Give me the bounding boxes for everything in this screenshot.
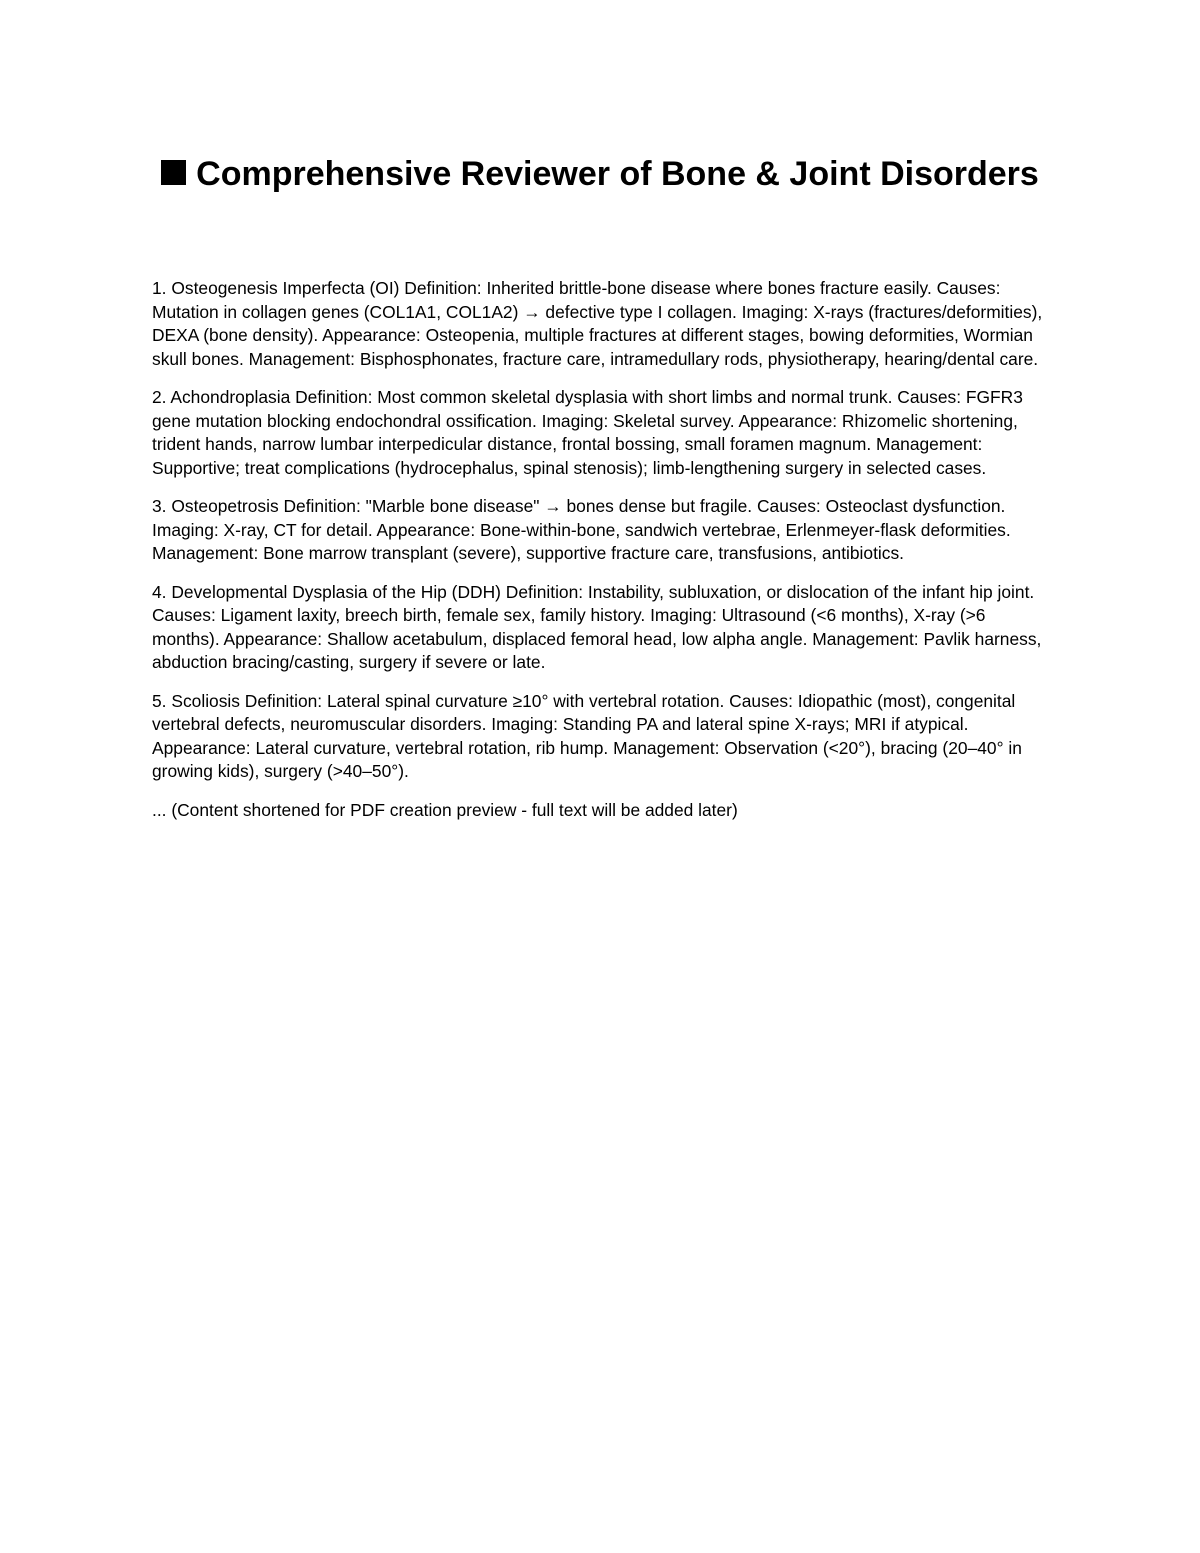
- section-number: 2.: [152, 387, 167, 407]
- section-paragraph: [152, 277, 1052, 371]
- section-text: Achondroplasia Definition: Most common skeletal dysplasia with short limbs and normal trunk. Causes: FGFR3 gene mutation blocking endochondral ossification. Imaging: Skeletal survey. Appearance: Rhizomelic shortening, trident hands, narrow lumbar interpedicular distance, frontal bossing, small foramen magnum. Management: Supportive; treat complications (hydrocephalus, spinal stenosis); limb-lengthening surgery in selected cases.: [152, 387, 1023, 478]
- section-text: Osteopetrosis Definition: "Marble bone disease" → bones dense but fragile. Causes: Osteoclast dysfunction. Imaging: X-ray, CT for detail. Appearance: Bone-within-bone, sandwich vertebrae, Erlenmeyer-flask deformities. Management: Bone marrow transplant (severe), supportive fracture care, transfusions, antibiotics.: [152, 496, 1011, 563]
- document-title: [150, 152, 1050, 197]
- section-paragraph: [152, 581, 1052, 675]
- section-text: Scoliosis Definition: Lateral spinal curvature ≥10° with vertebral rotation. Causes: Idiopathic (most), congenital vertebral defects, neuromuscular disorders. Imaging: Standing PA and lateral spine X-rays; MRI if atypical. Appearance: Lateral curvature, vertebral rotation, rib hump. Management: Observation (<20°), bracing (20–40° in growing kids), surgery (>40–50°).: [152, 690, 1022, 781]
- footer-note: ... (Content shortened for PDF creation preview - full text will be added later): [152, 799, 738, 820]
- section-number: 5.: [152, 690, 167, 711]
- section-number: 4.: [152, 581, 167, 602]
- section-paragraph: [152, 690, 1052, 784]
- black-square-icon: [161, 160, 186, 185]
- section-number: 1.: [152, 278, 167, 298]
- section-text: Osteogenesis Imperfecta (OI) Definition: Inherited brittle-bone disease where bones fracture easily. Causes: Mutation in collagen genes (COL1A1, COL1A2) → defective type I collagen. Imaging: X-rays (fractures/deformities), DEXA (bone density). Appearance: Osteopenia, multiple fractures at different stages, bowing deformities, Wormian skull bones. Management: Bisphosphonates, fracture care, intramedullary rods, physiotherapy, hearing/dental care.: [152, 278, 1043, 369]
- section-number: 3.: [152, 496, 167, 516]
- section-paragraph: [152, 386, 1052, 480]
- section-text: Developmental Dysplasia of the Hip (DDH) Definition: Instability, subluxation, or dislocation of the infant hip joint. Causes: Ligament laxity, breech birth, female sex, family history. Imaging: Ultrasound (<6 months), X-ray (>6 months). Appearance: Shallow acetabulum, displaced femoral head, low alpha angle. Management: Pavlik harness, abduction bracing/casting, surgery if severe or late.: [152, 581, 1042, 672]
- document-body: [152, 277, 1052, 837]
- section-paragraph: [152, 495, 1052, 566]
- document-title-text: Comprehensive Reviewer of Bone & Joint Disorders: [196, 155, 1039, 193]
